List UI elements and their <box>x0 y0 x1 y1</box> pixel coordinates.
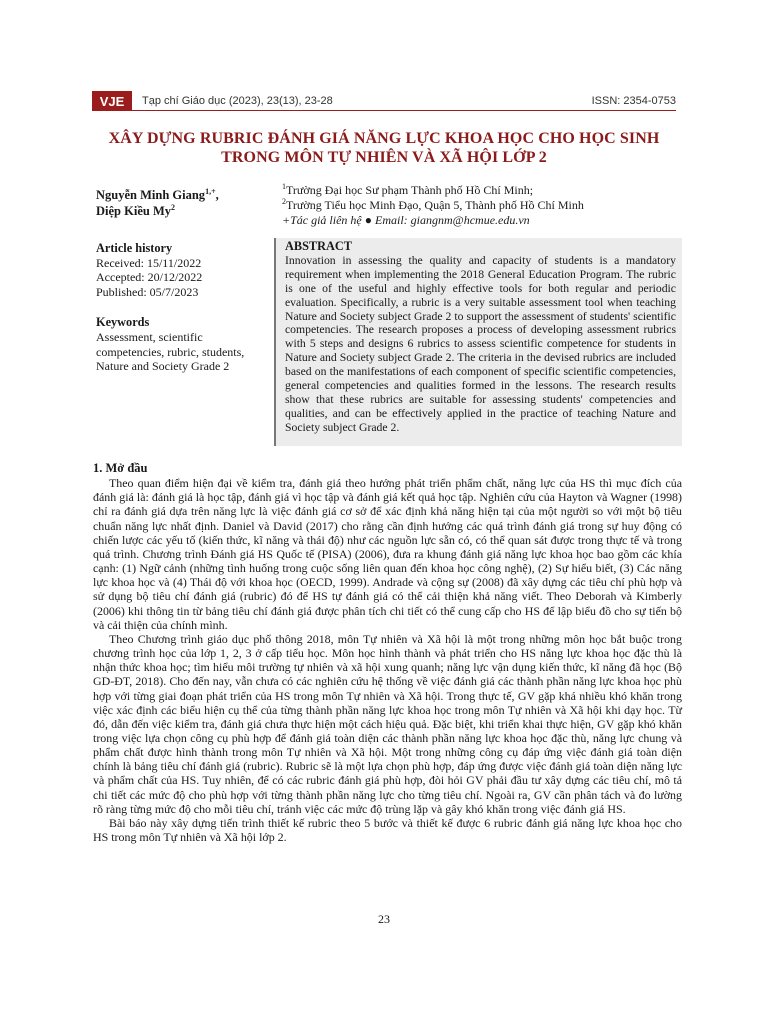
paper-title <box>60 129 708 167</box>
journal-citation: Tạp chí Giáo dục (2023), 23(13), 23-28 <box>142 95 333 107</box>
abstract-box <box>274 238 682 446</box>
journal-header <box>92 91 676 111</box>
authors <box>96 187 266 219</box>
author-1: Nguyễn Minh Giang$^{1,+}$, <box>96 186 219 202</box>
keywords-text: Assessment, scientific competencies, rubric, students, Nature and Society Grade 2 <box>96 329 245 374</box>
journal-logo-badge: VJE <box>92 91 132 111</box>
article-history-heading: Article history <box>96 241 173 255</box>
issn: ISSN: 2354-0753 <box>591 95 676 107</box>
received-date: Received: 15/11/2022 <box>96 255 202 270</box>
accepted-date: Accepted: 20/12/2022 <box>96 270 203 285</box>
published-date: Published: 05/7/2023 <box>96 284 199 299</box>
keywords-heading: Keywords <box>96 315 150 330</box>
article-sidebar <box>96 241 268 374</box>
header-rule <box>132 110 676 111</box>
body-paragraph-3: Bài báo này xây dựng tiến trình thiết kế rubric theo 5 bước và thiết kế được 6 rubric đánh giá năng lực khoa học cho HS trong môn Tự nhiên và Xã hội lớp 2. <box>93 815 682 845</box>
body-paragraph-2: Theo Chương trình giáo dục phổ thông 2018, môn Tự nhiên và Xã hội là một trong những môn học bắt buộc trong chương trình học của lớp 1, 2, 3 ở cấp tiểu học. Môn học hình thành và phát triển cho HS năng lực khoa học đặc thù là nhận thức khoa học; tìm hiểu môi trường tự nhiên và xã hội xung quanh; năng lực vận dụng kiến thức, kĩ năng đã học (Bộ GD-ĐT, 2018). Cho đến nay, vẫn chưa có các nghiên cứu hệ thống về việc đánh giá các thành phần năng lực khoa học phù hợp với từng giai đoạn phát triển của HS trong môn Tự nhiên và Xã hội. Trong thực tế, GV gặp khá nhiều khó khăn trong việc xác định các biểu hiện cụ thể của từng thành phần năng lực khoa học trong môn Tự nhiên và Xã hội khi dạy học. Từ đó, dẫn đến việc kiểm tra, đánh giá chưa thực hiện một cách hiệu quả. Đặc biệt, khi triển khai thực hiện, GV gặp khó khăn trong việc lựa chọn công cụ phù hợp để đánh giá toàn diện các thành phần năng lực khoa học đặc thù, năng lực chung và phẩm chất được hình thành trong môn Tự nhiên và Xã hội. Một trong những công cụ đáp ứng việc đánh giá toàn diện chính là bảng tiêu chí đánh giá (rubric). Rubric sẽ là một lựa chọn phù hợp, đáp ứng được việc đánh giá toàn diện năng lực và phẩm chất của HS. Tuy nhiên, để có các rubric đánh giá phù hợp, đòi hỏi GV phải đầu tư xây dựng các tiêu chí, mô tả chi tiết các mức độ cho phù hợp với từng thành phần năng lực cho từng tiêu chí. Ngoài ra, GV cần phân tách và đo lường rõ ràng từng mức độ cho mỗi tiêu chí, tránh việc các mức độ trùng lặp và gây khó khăn trong việc đánh giá HS. <box>93 631 682 816</box>
corresponding-contact: +Tác giả liên hệ ● Email: giangnm@hcmue.edu.vn <box>282 213 530 227</box>
title-line-2: TRONG MÔN TỰ NHIÊN VÀ XÃ HỘI LỚP 2 <box>221 149 547 166</box>
main-body <box>93 461 682 844</box>
page-number: 23 <box>378 912 390 926</box>
body-paragraph-1: Theo quan điểm hiện đại về kiểm tra, đánh giá theo hướng phát triển phẩm chất, năng lực của HS thì mục đích của đánh giá là: đánh giá là học tập, đánh giá vì học tập và đánh giá kết quả học tập. Nghiên cứu của Hayton và Wagner (1998) chỉ ra đánh giá dựa trên năng lực là việc đánh giá cơ sở để xác định khả năng hiện tại của một người so với một bộ tiêu chuẩn năng lực nhất định. Daniel và David (2017) cho rằng cần định hướng các quá trình đánh giá trong sự huy động có chiến lược các yếu tố (kiến thức, kĩ năng và thái độ) như các nguồn lực sẵn có, có thể quan sát được trong thực tế và trong quá trình. Chương trình Đánh giá HS Quốc tế (PISA) (2006), đưa ra khung đánh giá năng lực khoa học bao gồm các khía cạnh: (1) Ngữ cảnh (những tình huống trong cuộc sống liên quan đến khoa học công nghệ), (2) Sự hiểu biết, (3) Các năng lực khoa học và (4) Thái độ với khoa học (OECD, 1999). Andrade và cộng sự (2008) đã xây dựng các tiêu chí phù hợp và sử dụng bộ tiêu chí đánh giá (rubric) đó để HS tự đánh giá có thể cải thiện khả năng viết. Theo Deborah và Kimberly (2006) khi thông tin từ bảng tiêu chí đánh giá được phân tích chi tiết có thể cung cấp cho HS để lập biểu đồ cho sự tiến bộ và cải thiện của chính mình. <box>93 476 682 632</box>
abstract-text: Innovation in assessing the quality and capacity of students is a mandatory requirement when implementing the 2018 General Education Program. The rubric is one of the useful and highly effective tools for both regular and periodic evaluation. Specifically, a rubric is a very suitable assessment tool when teaching Nature and Society subject Grade 2 to support the assessment of students' scientific competencies. The research proposes a process of developing assessment rubrics with 5 steps and designs 6 rubrics to assess scientific competence for students in Nature and Society subject Grade 2. The criteria in the devised rubrics are included based on the manifestations of each component of specific scientific competencies, general competencies and qualities formed in the lessons. The research results show that these rubrics are suitable for assessing students' competencies and qualities, and can be effectively applied in the practice of teaching Nature and Society subject Grade 2. <box>285 253 676 434</box>
author-2: Diệp Kiều My$^2$ <box>96 202 175 218</box>
title-line-1: XÂY DỰNG RUBRIC ĐÁNH GIÁ NĂNG LỰC KHOA HỌC CHO HỌC SINH <box>108 130 660 147</box>
abstract-heading: ABSTRACT <box>285 239 352 253</box>
affiliation-2: $^2$Trường Tiểu học Minh Đạo, Quận 5, Thành phố Hồ Chí Minh <box>282 197 584 212</box>
affiliation-1: $^1$Trường Đại học Sư phạm Thành phố Hồ Chí Minh; <box>282 182 534 197</box>
section-heading: 1. Mở đầu <box>93 461 148 475</box>
affiliations <box>282 183 682 228</box>
